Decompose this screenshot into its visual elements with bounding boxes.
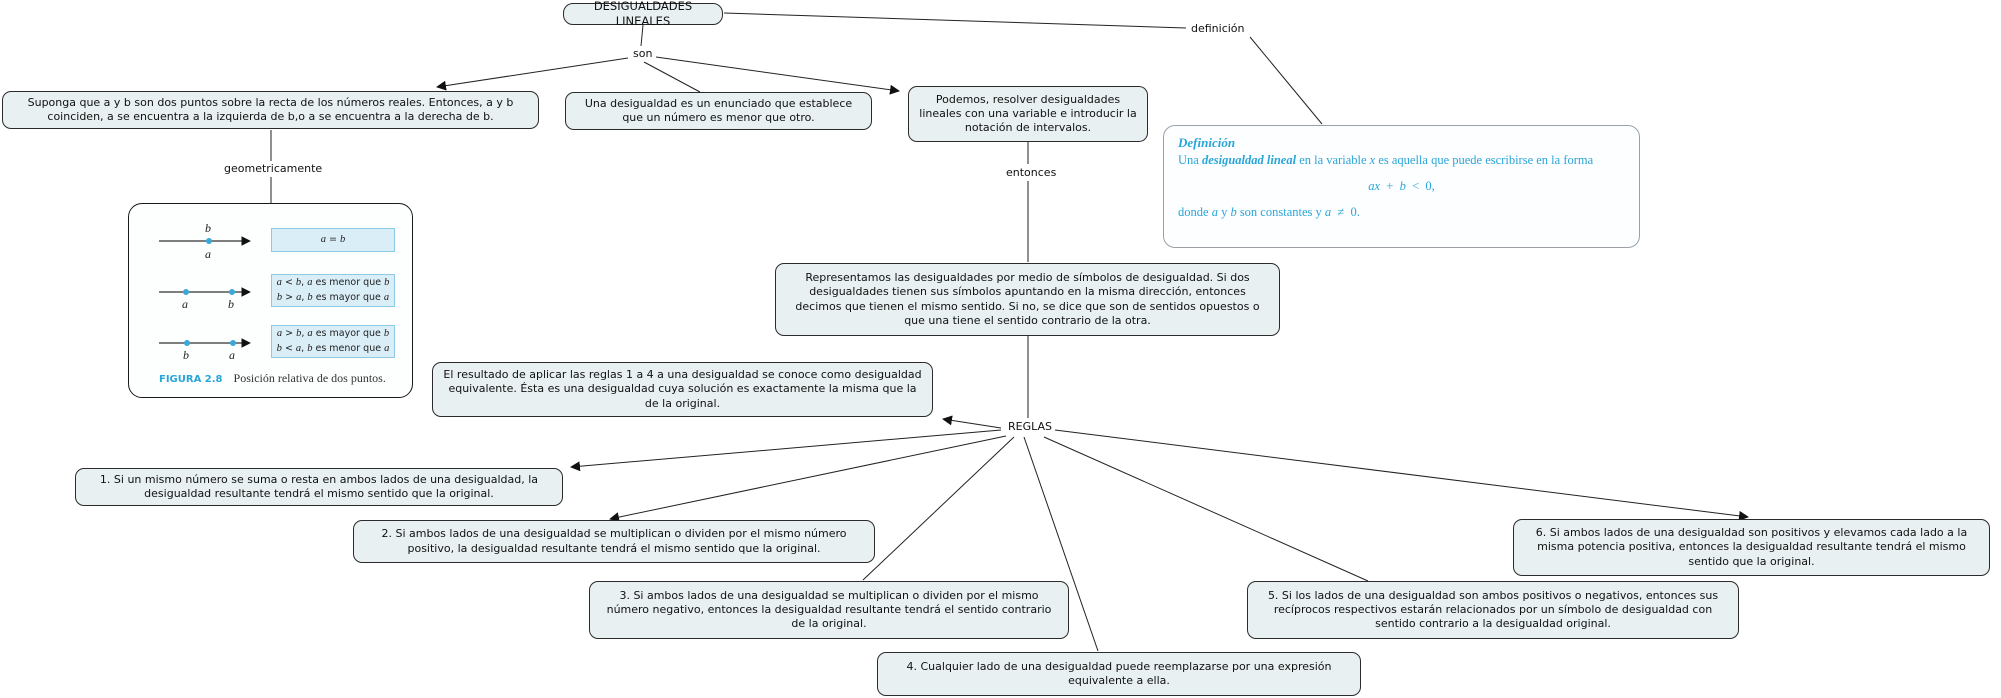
point-dot — [229, 289, 235, 295]
point-dot — [206, 238, 212, 244]
node-puntos-recta[interactable] — [2, 91, 539, 129]
link-label-reglas[interactable]: REGLAS — [1005, 420, 1055, 433]
point-dot — [183, 289, 189, 295]
edge-reglas-r6 — [1055, 430, 1748, 517]
node-desigualdades-lineales[interactable] — [563, 0, 723, 28]
point-dot — [230, 340, 236, 346]
edge-definicion-defbox — [1250, 37, 1322, 124]
node-regla-5[interactable] — [1247, 581, 1739, 639]
figure-case-text: b < a, b es menor que a — [276, 342, 390, 354]
edge-son-left — [437, 58, 628, 87]
node-text: El resultado de aplicar las reglas 1 a 4 a una desigualdad se conoce como desigualdad equivalente. Ésta es una desigualdad cuya solución es exactamente la misma que la de la original. — [443, 368, 922, 410]
node-text: 5. Si los lados de una desigualdad son ambos positivos o negativos, entonces sus recíprocos respectivos estarán relacionados por un símbolo de desigualdad con sentido contrario a la desigualdad original. — [1267, 588, 1719, 631]
edge-root-definicion — [724, 13, 1186, 28]
figure-case-greater — [271, 325, 395, 358]
node-text: 2. Si ambos lados de una desigualdad se multiplican o dividen por el mismo número positivo, la desigualdad resultante tendrá el mismo sentido que la original. — [381, 527, 847, 555]
edge-reglas-r2 — [610, 436, 1006, 519]
node-definicion-box[interactable] — [1163, 125, 1640, 248]
node-text: 4. Cualquier lado de una desigualdad puede reemplazarse por una expresión equivalente a ella. — [906, 659, 1332, 687]
node-regla-1[interactable] — [75, 468, 563, 506]
figure-case-text: a < b, a es menor que b — [276, 276, 390, 288]
point-label: b — [228, 297, 234, 311]
node-text: Podemos, resolver desigualdades lineales con una variable e introducir la notación de intervalos. — [919, 92, 1137, 135]
point-label: b — [183, 348, 189, 362]
figure-caption — [159, 371, 386, 386]
node-regla-4[interactable] — [877, 652, 1361, 696]
edge-son-right — [656, 57, 899, 91]
figure-case-equal — [271, 228, 395, 252]
definition-footer: donde a y b son constantes y a ≠ 0. — [1178, 205, 1360, 220]
link-label-geometricamente[interactable]: geometricamente — [221, 162, 325, 175]
figure-case-less — [271, 274, 395, 307]
link-label-son[interactable]: son — [630, 47, 655, 60]
node-regla-2[interactable] — [353, 520, 875, 563]
figure-case-text: a > b, a es mayor que b — [276, 327, 390, 339]
node-text: Suponga que a y b son dos puntos sobre la recta de los números reales. Entonces, a y b coinciden, a se encuentra a la izquierda de b,o a se encuentra a la derecha de b. — [27, 95, 514, 123]
figure-case-text: b > a, b es mayor que a — [276, 291, 390, 303]
figure-case-text: a = b — [320, 233, 346, 245]
node-equivalente[interactable] — [432, 362, 933, 417]
edge-reglas-r5 — [1044, 437, 1368, 581]
point-label: a — [182, 297, 188, 311]
node-figura-2-8[interactable] — [128, 203, 413, 398]
node-simbolos[interactable] — [775, 263, 1280, 336]
node-text: 1. Si un mismo número se suma o resta en ambos lados de una desigualdad, la desigualdad resultante tendrá el mismo sentido que la original. — [99, 472, 539, 500]
edge-son-middle — [644, 62, 700, 92]
point-label: a — [205, 247, 211, 261]
link-label-entonces[interactable]: entonces — [1003, 166, 1059, 179]
edge-reglas-r1 — [571, 430, 1001, 467]
figure-caption-text: Posición relativa de dos puntos. — [233, 371, 386, 385]
node-text: Una desigualdad es un enunciado que establece que un número es menor que otro. — [584, 96, 853, 124]
definition-body: Una desigualdad lineal en la variable x es aquella que puede escribirse en la forma — [1178, 153, 1594, 168]
definition-formula: ax + b < 0, — [1368, 178, 1435, 193]
edge-reglas-r3 — [863, 437, 1014, 580]
node-regla-6[interactable] — [1513, 519, 1990, 576]
node-text: Representamos las desigualdades por medio de símbolos de desigualdad. Si dos desigualdades tienen sus símbolos apuntando en la misma dirección, entonces decimos que tienen el mismo sentido. Si no, se dice que son de sentidos opuestos o que una tiene el sentido contrario de la otra. — [795, 270, 1260, 327]
definition-title: Definición — [1178, 135, 1236, 150]
edge-reglas-equivalente — [943, 419, 1001, 428]
node-resolver[interactable] — [908, 86, 1148, 142]
link-label-definicion[interactable]: definición — [1188, 22, 1248, 35]
node-enunciado[interactable] — [565, 92, 872, 130]
node-regla-3[interactable] — [589, 581, 1069, 639]
point-dot — [184, 340, 190, 346]
point-label: a — [229, 348, 235, 362]
node-text: 6. Si ambos lados de una desigualdad son positivos y elevamos cada lado a la misma potencia positiva, entonces la desigualdad resultante tendrá el mismo sentido que la original. — [1535, 526, 1968, 568]
node-text: 3. Si ambos lados de una desigualdad se multiplican o dividen por el mismo número negativo, entonces la desigualdad resultante tendrá el sentido contrario de la original. — [606, 588, 1052, 631]
node-label: DESIGUALDADES LINEALES — [593, 0, 693, 28]
point-label: b — [205, 221, 211, 235]
figure-number: FIGURA 2.8 — [159, 374, 223, 385]
